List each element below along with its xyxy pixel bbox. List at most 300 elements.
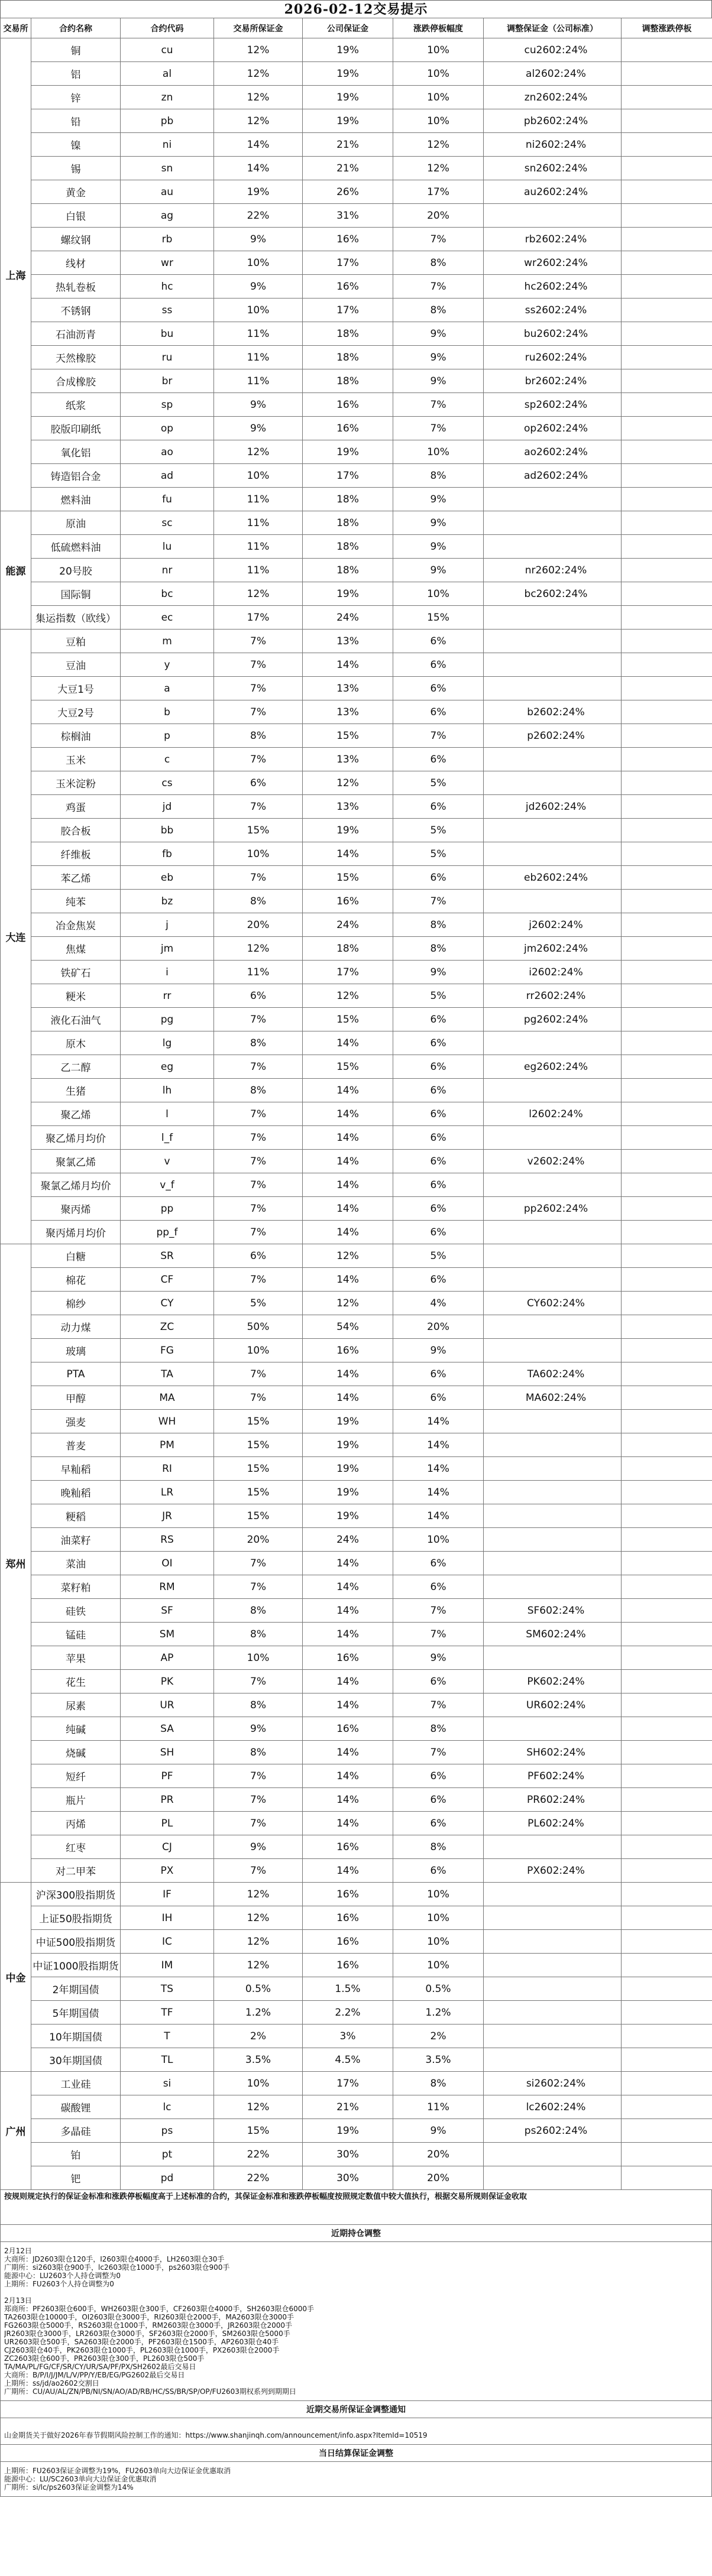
table-row — [1, 464, 712, 488]
section-line: TA2603限仓10000手，OI2603限仓3000手，RI2603限仓2000手，MA2603限仓3000手 — [4, 2313, 294, 2321]
price-limit-cell: 10% — [393, 1528, 484, 1552]
table-row — [1, 1197, 712, 1221]
company-margin-cell: 16% — [303, 1883, 393, 1906]
price-limit-cell: 7% — [393, 724, 484, 748]
company-margin-cell: 14% — [303, 1693, 393, 1717]
company-margin-cell: 19% — [303, 1457, 393, 1481]
exchange-margin-cell: 7% — [214, 748, 303, 771]
adjusted-limit-cell — [622, 440, 712, 464]
adjusted-margin-cell: ru2602:24% — [484, 346, 622, 369]
adjusted-margin-cell — [484, 535, 622, 559]
exchange-margin-cell: 12% — [214, 38, 303, 62]
adjusted-limit-cell — [622, 582, 712, 606]
adjusted-margin-cell: op2602:24% — [484, 417, 622, 440]
adjusted-limit-cell — [622, 1906, 712, 1930]
company-margin-cell: 14% — [303, 1812, 393, 1835]
contract-code-cell: lc — [121, 2095, 214, 2119]
table-row — [1, 322, 712, 346]
table-row — [1, 795, 712, 819]
company-margin-cell: 30% — [303, 2166, 393, 2190]
contract-name-cell: 菜籽粕 — [31, 1575, 121, 1599]
price-limit-cell: 12% — [393, 157, 484, 180]
exchange-margin-cell: 8% — [214, 890, 303, 913]
adjusted-margin-cell: jd2602:24% — [484, 795, 622, 819]
adjusted-limit-cell — [622, 2119, 712, 2143]
contract-name-cell: 尿素 — [31, 1693, 121, 1717]
exchange-margin-cell: 7% — [214, 653, 303, 677]
company-margin-cell: 19% — [303, 38, 393, 62]
adjusted-margin-cell — [484, 1977, 622, 2001]
contract-name-cell: 聚丙烯 — [31, 1197, 121, 1221]
company-margin-cell: 24% — [303, 606, 393, 630]
company-margin-cell: 19% — [303, 440, 393, 464]
adjusted-margin-cell: p2602:24% — [484, 724, 622, 748]
adjusted-limit-cell — [622, 204, 712, 228]
adjusted-limit-cell — [622, 1150, 712, 1173]
adjusted-limit-cell — [622, 1008, 712, 1031]
adjusted-margin-cell — [484, 606, 622, 630]
contract-code-cell: l_f — [121, 1126, 214, 1150]
table-row — [1, 1102, 712, 1126]
exchange-margin-cell: 0.5% — [214, 1977, 303, 2001]
contract-code-cell: IM — [121, 1954, 214, 1977]
contract-code-cell: br — [121, 369, 214, 393]
section-body — [1, 2242, 711, 2400]
adjusted-limit-cell — [622, 1954, 712, 1977]
table-row — [1, 1835, 712, 1859]
adjusted-margin-cell — [484, 1173, 622, 1197]
adjusted-limit-cell — [622, 1079, 712, 1102]
section-body — [1, 2462, 711, 2496]
table-row — [1, 2001, 712, 2025]
exchange-margin-cell: 15% — [214, 1410, 303, 1433]
adjusted-limit-cell — [622, 1883, 712, 1906]
adjusted-margin-cell — [484, 1481, 622, 1504]
table-row — [1, 299, 712, 322]
adjusted-margin-cell — [484, 488, 622, 511]
adjusted-margin-cell: ao2602:24% — [484, 440, 622, 464]
price-limit-cell: 8% — [393, 937, 484, 961]
table-row — [1, 417, 712, 440]
adjusted-limit-cell — [622, 1481, 712, 1504]
adjusted-margin-cell — [484, 1575, 622, 1599]
section-line: 2月12日 — [4, 2247, 32, 2255]
adjusted-limit-cell — [622, 1031, 712, 1055]
contract-code-cell: fb — [121, 842, 214, 866]
exchange-margin-cell: 9% — [214, 275, 303, 299]
section-line: JR2603限仓3000手，LR2603限仓3000手，SF2603限仓2000手，SM2603限仓5000手 — [4, 2330, 290, 2338]
price-limit-cell: 6% — [393, 1031, 484, 1055]
contract-name-cell: 铝 — [31, 62, 121, 86]
exchange-cell: 广州 — [1, 2072, 31, 2190]
exchange-margin-cell: 15% — [214, 819, 303, 842]
company-margin-cell: 16% — [303, 228, 393, 251]
price-limit-cell: 8% — [393, 2072, 484, 2095]
contract-name-cell: 聚氯乙烯 — [31, 1150, 121, 1173]
contract-name-cell: 粳米 — [31, 984, 121, 1008]
price-limit-cell: 9% — [393, 1339, 484, 1362]
contract-code-cell: wr — [121, 251, 214, 275]
adjusted-margin-cell — [484, 748, 622, 771]
price-limit-cell: 3.5% — [393, 2048, 484, 2072]
adjusted-margin-cell: UR602:24% — [484, 1693, 622, 1717]
adjusted-margin-cell — [484, 1339, 622, 1362]
adjusted-margin-cell: br2602:24% — [484, 369, 622, 393]
contract-code-cell: TF — [121, 2001, 214, 2025]
table-header — [1, 18, 712, 38]
exchange-margin-cell: 17% — [214, 606, 303, 630]
adjusted-margin-cell: si2602:24% — [484, 2072, 622, 2095]
table-row — [1, 228, 712, 251]
exchange-margin-cell: 7% — [214, 1575, 303, 1599]
company-margin-cell: 14% — [303, 1623, 393, 1646]
header-company-margin: 公司保证金 — [303, 18, 393, 38]
adjusted-limit-cell — [622, 1268, 712, 1292]
adjusted-margin-cell: CY602:24% — [484, 1292, 622, 1315]
adjusted-margin-cell — [484, 1315, 622, 1339]
adjusted-limit-cell — [622, 369, 712, 393]
adjusted-limit-cell — [622, 1788, 712, 1812]
contract-code-cell: bc — [121, 582, 214, 606]
exchange-margin-cell: 12% — [214, 937, 303, 961]
table-row — [1, 62, 712, 86]
contract-code-cell: ru — [121, 346, 214, 369]
contract-code-cell: jd — [121, 795, 214, 819]
section-line: FG2603限仓5000手，RS2603限仓1000手，RM2603限仓3000手，JR2603限仓2000手 — [4, 2321, 293, 2330]
exchange-margin-cell: 12% — [214, 86, 303, 109]
table-row — [1, 1079, 712, 1102]
company-margin-cell: 54% — [303, 1315, 393, 1339]
adjusted-limit-cell — [622, 1433, 712, 1457]
contract-code-cell: SF — [121, 1599, 214, 1623]
adjusted-limit-cell — [622, 1528, 712, 1552]
price-limit-cell: 6% — [393, 653, 484, 677]
price-limit-cell: 9% — [393, 535, 484, 559]
contract-code-cell: lh — [121, 1079, 214, 1102]
contract-name-cell: 钯 — [31, 2166, 121, 2190]
contract-code-cell: PM — [121, 1433, 214, 1457]
adjusted-margin-cell: al2602:24% — [484, 62, 622, 86]
adjusted-limit-cell — [622, 890, 712, 913]
contract-name-cell: 铅 — [31, 109, 121, 133]
adjusted-limit-cell — [622, 2095, 712, 2119]
contract-name-cell: 纯苯 — [31, 890, 121, 913]
adjusted-margin-cell — [484, 1457, 622, 1481]
contract-name-cell: 大豆2号 — [31, 700, 121, 724]
company-margin-cell: 19% — [303, 1433, 393, 1457]
contract-code-cell: v_f — [121, 1173, 214, 1197]
contract-code-cell: IF — [121, 1883, 214, 1906]
adjusted-limit-cell — [622, 2048, 712, 2072]
exchange-margin-cell: 10% — [214, 1646, 303, 1670]
table-row — [1, 1764, 712, 1788]
price-limit-cell: 10% — [393, 440, 484, 464]
adjusted-margin-cell: SM602:24% — [484, 1623, 622, 1646]
table-row — [1, 1410, 712, 1433]
contract-name-cell: 甲醇 — [31, 1386, 121, 1410]
price-limit-cell: 6% — [393, 1670, 484, 1693]
company-margin-cell: 17% — [303, 464, 393, 488]
adjusted-limit-cell — [622, 1055, 712, 1079]
adjusted-limit-cell — [622, 842, 712, 866]
contract-code-cell: CJ — [121, 1835, 214, 1859]
contract-code-cell: j — [121, 913, 214, 937]
adjusted-limit-cell — [622, 299, 712, 322]
exchange-margin-cell: 11% — [214, 322, 303, 346]
contract-name-cell: 苯乙烯 — [31, 866, 121, 890]
exchange-margin-cell: 12% — [214, 2095, 303, 2119]
company-margin-cell: 16% — [303, 1646, 393, 1670]
company-margin-cell: 15% — [303, 1055, 393, 1079]
contract-name-cell: 热轧卷板 — [31, 275, 121, 299]
contract-name-cell: 普麦 — [31, 1433, 121, 1457]
adjusted-margin-cell — [484, 1646, 622, 1670]
contract-code-cell: JR — [121, 1504, 214, 1528]
adjusted-limit-cell — [622, 86, 712, 109]
table-row — [1, 677, 712, 700]
adjusted-limit-cell — [622, 677, 712, 700]
contract-name-cell: 鸡蛋 — [31, 795, 121, 819]
exchange-margin-cell: 10% — [214, 251, 303, 275]
table-row — [1, 157, 712, 180]
price-limit-cell: 8% — [393, 251, 484, 275]
company-margin-cell: 14% — [303, 842, 393, 866]
contract-code-cell: RS — [121, 1528, 214, 1552]
contract-code-cell: ad — [121, 464, 214, 488]
table-row — [1, 204, 712, 228]
price-limit-cell: 8% — [393, 299, 484, 322]
table-row — [1, 86, 712, 109]
contract-code-cell: zn — [121, 86, 214, 109]
adjusted-margin-cell: i2602:24% — [484, 961, 622, 984]
contract-name-cell: PTA — [31, 1362, 121, 1386]
adjusted-margin-cell — [484, 2166, 622, 2190]
exchange-margin-cell: 7% — [214, 1386, 303, 1410]
company-margin-cell: 17% — [303, 2072, 393, 2095]
table-row — [1, 1954, 712, 1977]
price-limit-cell: 6% — [393, 1221, 484, 1244]
adjusted-limit-cell — [622, 1859, 712, 1883]
exchange-margin-cell: 7% — [214, 700, 303, 724]
company-margin-cell: 14% — [303, 1102, 393, 1126]
adjusted-margin-cell: eb2602:24% — [484, 866, 622, 890]
company-margin-cell: 19% — [303, 582, 393, 606]
section-line: 上期所：ss/jd/ao2602交割日 — [4, 2379, 99, 2387]
adjusted-limit-cell — [622, 748, 712, 771]
adjusted-margin-cell — [484, 771, 622, 795]
price-limit-cell: 8% — [393, 1717, 484, 1741]
table-row — [1, 2048, 712, 2072]
table-row — [1, 1126, 712, 1150]
section-line: 能源中心：LU/SC2603单向大边保证金优惠取消 — [4, 2475, 157, 2483]
section-line: TA/MA/PL/FG/CF/SR/CY/UR/SA/PF/PX/SH2602最后交易日 — [4, 2363, 196, 2371]
table-row — [1, 1173, 712, 1197]
contract-name-cell: 螺纹钢 — [31, 228, 121, 251]
contract-name-cell: 短纤 — [31, 1764, 121, 1788]
company-margin-cell: 16% — [303, 1717, 393, 1741]
price-limit-cell: 20% — [393, 2143, 484, 2166]
adjusted-limit-cell — [622, 1221, 712, 1244]
contract-code-cell: LR — [121, 1481, 214, 1504]
adjusted-margin-cell: PL602:24% — [484, 1812, 622, 1835]
price-limit-cell: 7% — [393, 393, 484, 417]
table-row — [1, 559, 712, 582]
exchange-margin-cell: 9% — [214, 1717, 303, 1741]
adjusted-margin-cell: hc2602:24% — [484, 275, 622, 299]
exchange-margin-cell: 15% — [214, 2119, 303, 2143]
contract-name-cell: 2年期国债 — [31, 1977, 121, 2001]
exchange-margin-cell: 12% — [214, 1930, 303, 1954]
contract-code-cell: WH — [121, 1410, 214, 1433]
adjusted-limit-cell — [622, 322, 712, 346]
adjusted-margin-cell: b2602:24% — [484, 700, 622, 724]
adjusted-margin-cell: TA602:24% — [484, 1362, 622, 1386]
price-limit-cell: 6% — [393, 1150, 484, 1173]
adjusted-margin-cell — [484, 1883, 622, 1906]
exchange-margin-cell: 7% — [214, 1102, 303, 1126]
section-line: 大商所：B/P/I/J/JM/L/V/PP/Y/EB/EG/PG2602最后交易日 — [4, 2371, 185, 2379]
contract-name-cell: 聚乙烯月均价 — [31, 1126, 121, 1150]
company-margin-cell: 15% — [303, 866, 393, 890]
company-margin-cell: 15% — [303, 724, 393, 748]
exchange-margin-cell: 15% — [214, 1481, 303, 1504]
contract-code-cell: l — [121, 1102, 214, 1126]
table-row — [1, 2025, 712, 2048]
table-row — [1, 1386, 712, 1410]
price-limit-cell: 6% — [393, 748, 484, 771]
contract-name-cell: 天然橡胶 — [31, 346, 121, 369]
contract-name-cell: 玉米淀粉 — [31, 771, 121, 795]
company-margin-cell: 19% — [303, 1410, 393, 1433]
table-row — [1, 38, 712, 62]
price-limit-cell: 1.2% — [393, 2001, 484, 2025]
exchange-cell: 上海 — [1, 38, 31, 511]
exchange-margin-cell: 12% — [214, 62, 303, 86]
exchange-margin-cell: 7% — [214, 1764, 303, 1788]
exchange-margin-cell: 6% — [214, 771, 303, 795]
contract-name-cell: 油菜籽 — [31, 1528, 121, 1552]
adjusted-margin-cell: cu2602:24% — [484, 38, 622, 62]
exchange-margin-cell: 7% — [214, 1859, 303, 1883]
adjusted-limit-cell — [622, 1315, 712, 1339]
adjusted-limit-cell — [622, 1244, 712, 1268]
contract-name-cell: 棉花 — [31, 1268, 121, 1292]
table-row — [1, 369, 712, 393]
company-margin-cell: 18% — [303, 535, 393, 559]
contract-code-cell: ni — [121, 133, 214, 157]
contract-name-cell: 线材 — [31, 251, 121, 275]
contract-code-cell: bz — [121, 890, 214, 913]
adjusted-margin-cell — [484, 1410, 622, 1433]
section-line — [4, 2423, 708, 2431]
adjusted-margin-cell: pb2602:24% — [484, 109, 622, 133]
adjusted-limit-cell — [622, 1717, 712, 1741]
contract-name-cell: 燃料油 — [31, 488, 121, 511]
adjusted-limit-cell — [622, 795, 712, 819]
exchange-margin-cell: 7% — [214, 1221, 303, 1244]
contract-name-cell: 工业硅 — [31, 2072, 121, 2095]
adjusted-limit-cell — [622, 913, 712, 937]
adjusted-margin-cell: SH602:24% — [484, 1741, 622, 1764]
contract-code-cell: PF — [121, 1764, 214, 1788]
company-margin-cell: 18% — [303, 322, 393, 346]
margin-table — [0, 18, 712, 2190]
company-margin-cell: 18% — [303, 559, 393, 582]
contract-code-cell: i — [121, 961, 214, 984]
price-limit-cell: 6% — [393, 1055, 484, 1079]
price-limit-cell: 6% — [393, 1268, 484, 1292]
price-limit-cell: 6% — [393, 1173, 484, 1197]
section-title: 近期持仓调整 — [1, 2224, 711, 2242]
adjusted-limit-cell — [622, 535, 712, 559]
adjusted-margin-cell — [484, 1268, 622, 1292]
table-row — [1, 724, 712, 748]
contract-code-cell: al — [121, 62, 214, 86]
adjusted-limit-cell — [622, 1646, 712, 1670]
exchange-margin-cell: 9% — [214, 393, 303, 417]
table-row — [1, 700, 712, 724]
contract-code-cell: ps — [121, 2119, 214, 2143]
exchange-margin-cell: 3.5% — [214, 2048, 303, 2072]
company-margin-cell: 12% — [303, 771, 393, 795]
table-row — [1, 1930, 712, 1954]
exchange-margin-cell: 11% — [214, 559, 303, 582]
contract-code-cell: lg — [121, 1031, 214, 1055]
contract-code-cell: sc — [121, 511, 214, 535]
section-line: CJ2603限仓40手，PK2603限仓1000手，PL2603限仓1000手，PX2603限仓2000手 — [4, 2346, 280, 2354]
table-row — [1, 1008, 712, 1031]
price-limit-cell: 6% — [393, 1552, 484, 1575]
adjusted-margin-cell: PF602:24% — [484, 1764, 622, 1788]
exchange-margin-cell: 11% — [214, 511, 303, 535]
exchange-margin-cell: 8% — [214, 1079, 303, 1102]
exchange-margin-cell: 14% — [214, 157, 303, 180]
adjusted-margin-cell: MA602:24% — [484, 1386, 622, 1410]
table-row — [1, 1977, 712, 2001]
table-row — [1, 819, 712, 842]
adjusted-limit-cell — [622, 511, 712, 535]
table-row — [1, 1055, 712, 1079]
exchange-margin-cell: 7% — [214, 677, 303, 700]
contract-code-cell: ao — [121, 440, 214, 464]
adjusted-limit-cell — [622, 228, 712, 251]
price-limit-cell: 2% — [393, 2025, 484, 2048]
table-row — [1, 1244, 712, 1268]
price-limit-cell: 5% — [393, 1244, 484, 1268]
company-margin-cell: 3% — [303, 2025, 393, 2048]
company-margin-cell: 14% — [303, 653, 393, 677]
rule-note: 按规则规定执行的保证金标准和涨跌停板幅度高于上述标准的合约，其保证金标准和涨跌停板幅度按照规定数值中较大值执行，根据交易所规则保证金收取 — [4, 2192, 527, 2201]
company-margin-cell: 17% — [303, 299, 393, 322]
company-margin-cell: 14% — [303, 1079, 393, 1102]
price-limit-cell: 7% — [393, 1741, 484, 1764]
adjusted-limit-cell — [622, 1575, 712, 1599]
company-margin-cell: 16% — [303, 1954, 393, 1977]
section-line: 能源中心：LU2603个人持仓调整为0 — [4, 2272, 121, 2280]
table-row — [1, 1717, 712, 1741]
table-row — [1, 2095, 712, 2119]
adjusted-limit-cell — [622, 630, 712, 653]
adjusted-limit-cell — [622, 653, 712, 677]
exchange-margin-cell: 12% — [214, 1883, 303, 1906]
adjusted-limit-cell — [622, 1457, 712, 1481]
exchange-margin-cell: 14% — [214, 133, 303, 157]
section-line: ZC2603限仓600手，PR2603限仓300手，PL2603限仓500手 — [4, 2354, 205, 2363]
table-row — [1, 488, 712, 511]
adjusted-margin-cell — [484, 1930, 622, 1954]
company-margin-cell: 19% — [303, 2119, 393, 2143]
company-margin-cell: 16% — [303, 1930, 393, 1954]
